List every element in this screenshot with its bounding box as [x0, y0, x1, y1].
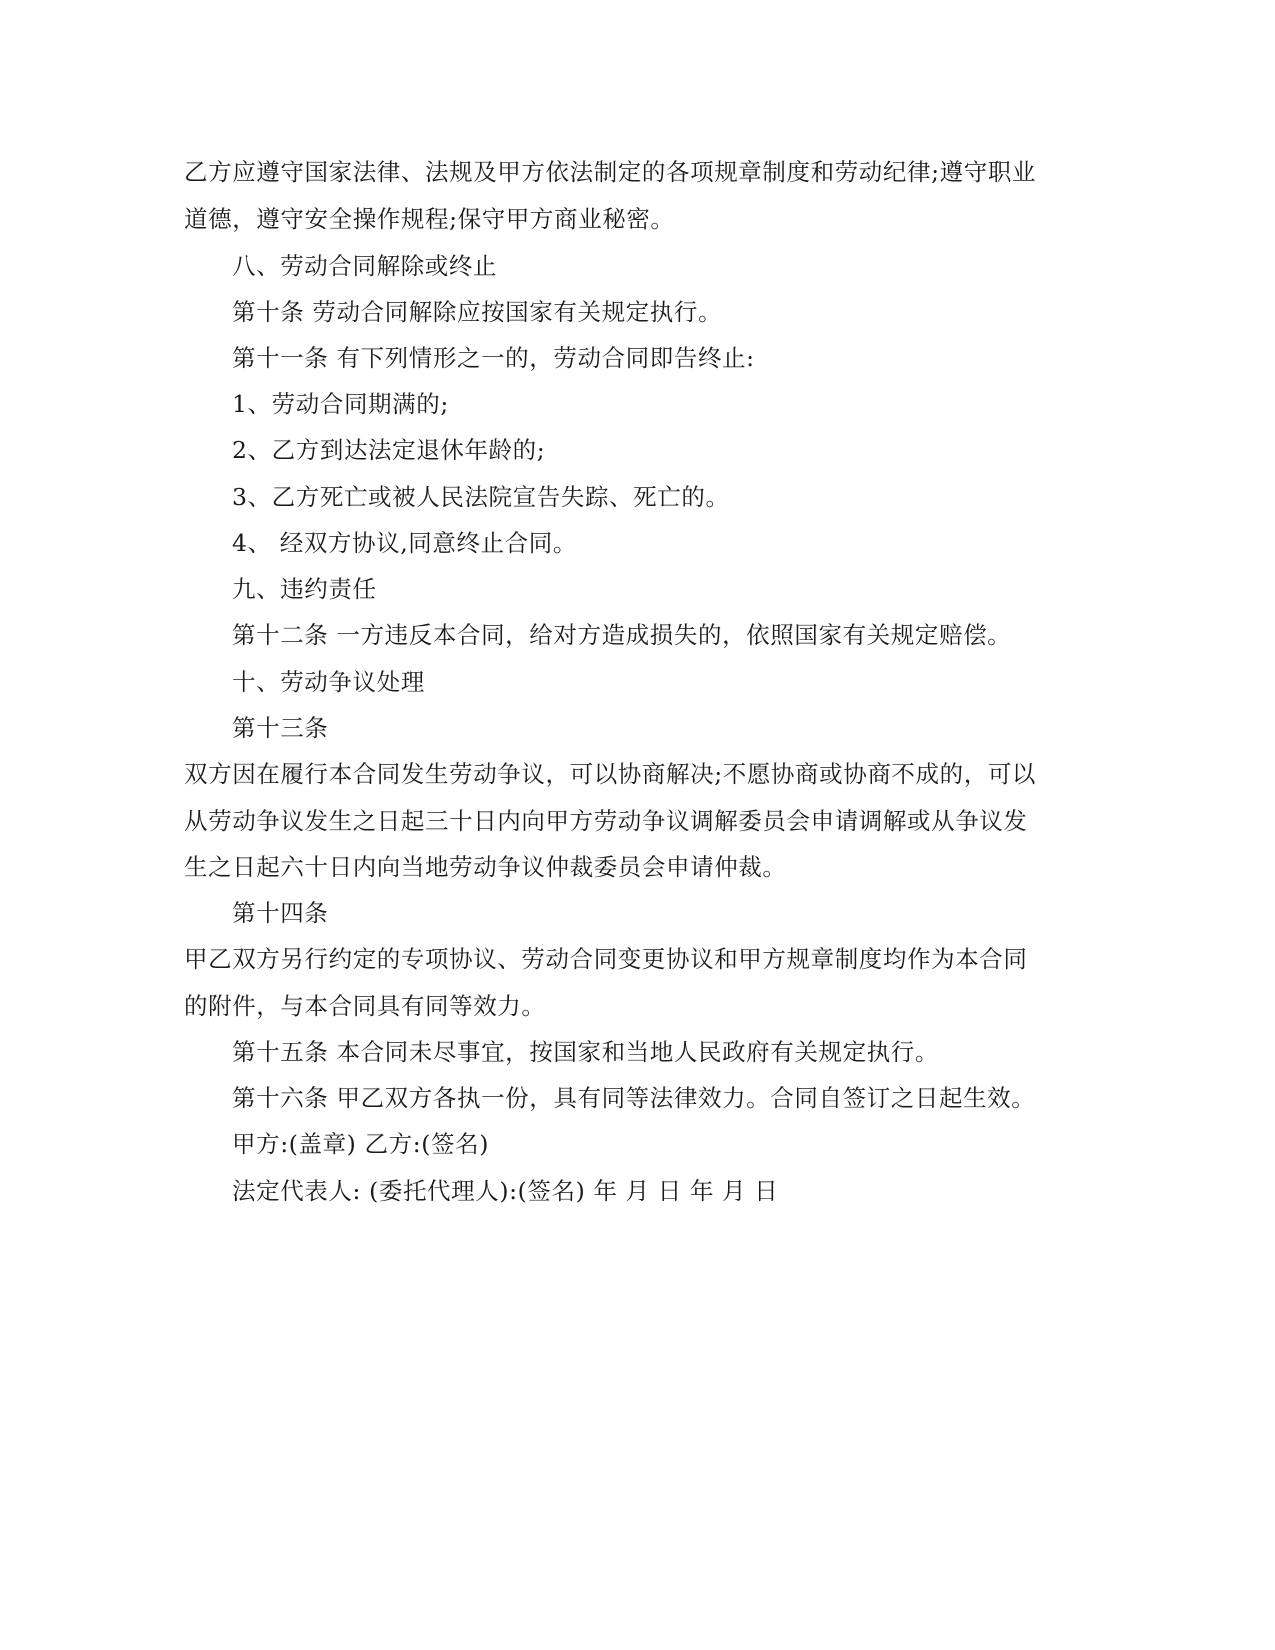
paragraph-line: 乙方应遵守国家法律、法规及甲方依法制定的各项规章制度和劳动纪律;遵守职业	[184, 158, 1037, 186]
paragraph-line: 双方因在履行本合同发生劳动争议，可以协商解决;不愿协商或协商不成的，可以	[184, 760, 1037, 788]
section-heading: 十、劳动争议处理	[232, 668, 425, 696]
signature-line: 法定代表人: (委托代理人):(签名) 年 月 日 年 月 日	[232, 1177, 779, 1205]
paragraph-line: 生之日起六十日内向当地劳动争议仲裁委员会申请仲裁。	[184, 853, 787, 881]
list-item: 3、乙方死亡或被人民法院宣告失踪、死亡的。	[232, 483, 730, 511]
paragraph-line: 甲乙双方另行约定的专项协议、劳动合同变更协议和甲方规章制度均作为本合同	[184, 945, 1028, 973]
article-line: 第十条 劳动合同解除应按国家有关规定执行。	[232, 298, 723, 326]
article-line: 第十六条 甲乙双方各执一份，具有同等法律效力。合同自签订之日起生效。	[232, 1084, 1036, 1112]
section-heading: 八、劳动合同解除或终止	[232, 252, 498, 280]
article-line: 第十五条 本合同未尽事宜，按国家和当地人民政府有关规定执行。	[232, 1038, 939, 1066]
paragraph-line: 从劳动争议发生之日起三十日内向甲方劳动争议调解委员会申请调解或从争议发	[184, 807, 1028, 835]
signature-line: 甲方:(盖章) 乙方:(签名)	[232, 1130, 489, 1158]
paragraph-line: 的附件，与本合同具有同等效力。	[184, 992, 546, 1020]
article-line: 第十二条 一方违反本合同，给对方造成损失的，依照国家有关规定赔偿。	[232, 621, 1012, 649]
list-item: 4、 经双方协议,同意终止合同。	[232, 529, 577, 557]
article-heading: 第十四条	[232, 899, 329, 927]
article-heading: 第十三条	[232, 714, 329, 742]
paragraph-line: 道德，遵守安全操作规程;保守甲方商业秘密。	[184, 205, 675, 233]
article-line: 第十一条 有下列情形之一的，劳动合同即告终止:	[232, 344, 755, 372]
list-item: 2、乙方到达法定退休年龄的;	[232, 436, 546, 464]
section-heading: 九、违约责任	[232, 575, 377, 603]
list-item: 1、劳动合同期满的;	[232, 390, 449, 418]
